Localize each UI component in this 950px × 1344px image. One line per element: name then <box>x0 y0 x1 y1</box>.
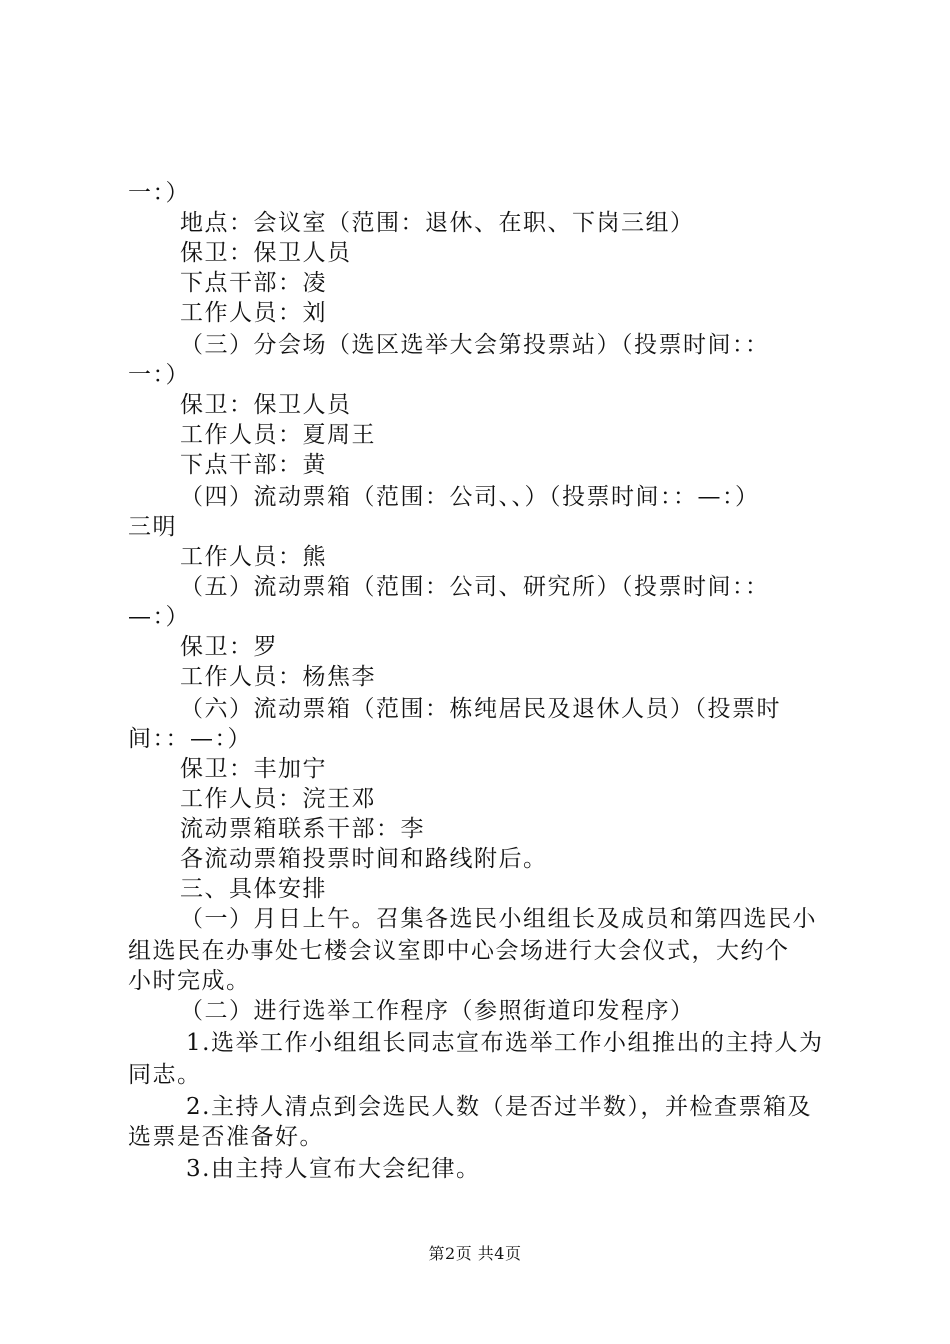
text-line: 各流动票箱投票时间和路线附后。 <box>180 846 548 872</box>
text-line: 一：） <box>128 362 190 388</box>
text-line: 保卫：罗 <box>180 634 278 660</box>
text-line: 下点干部：凌 <box>180 270 327 296</box>
text-line: 地点：会议室（范围：退休、在职、下岗三组） <box>180 210 695 236</box>
text-line: （三）分会场（选区选举大会第投票站）（投票时间：： <box>180 332 770 358</box>
text-line: 一：） <box>128 180 190 206</box>
text-line: 间：：—：） <box>128 726 252 752</box>
text-line: 组选民在办事处七楼会议室即中心会场进行大会仪式，大约个 <box>128 938 790 964</box>
text-line: 流动票箱联系干部：李 <box>180 816 425 842</box>
text-line: 1.选举工作小组组长同志宣布选举工作小组推出的主持人为 <box>186 1030 824 1056</box>
text-line: 工作人员：刘 <box>180 300 327 326</box>
text-line: 2.主持人清点到会选民人数（是否过半数），并检查票箱及 <box>186 1094 812 1120</box>
text-line: 同志。 <box>128 1062 202 1088</box>
text-line: 小时完成。 <box>128 968 251 994</box>
text-line: —：） <box>128 604 190 630</box>
page-footer: 第2页 共4页 <box>428 1244 522 1263</box>
text-line: （四）流动票箱（范围：公司、、）（投票时间：：—：） <box>180 484 760 510</box>
text-line: 下点干部：黄 <box>180 452 327 478</box>
text-line: （二）进行选举工作程序（参照街道印发程序） <box>180 998 695 1024</box>
text-line: （一）月日上午。召集各选民小组组长及成员和第四选民小 <box>180 906 817 932</box>
text-line: （六）流动票箱（范围：栋纯居民及退休人员）（投票时 <box>180 696 781 722</box>
text-line: 工作人员：浣王邓 <box>180 786 376 812</box>
text-line: 选票是否准备好。 <box>128 1124 324 1150</box>
text-line: 工作人员：熊 <box>180 544 327 570</box>
text-line: 三、具体安排 <box>180 876 327 902</box>
text-line: 3.由主持人宣布大会纪律。 <box>186 1156 481 1182</box>
text-line: 保卫：丰加宁 <box>180 756 327 782</box>
text-line: 工作人员：夏周王 <box>180 422 376 448</box>
text-line: 工作人员：杨焦李 <box>180 664 376 690</box>
text-line: （五）流动票箱（范围：公司、研究所）（投票时间：： <box>180 574 770 600</box>
text-line: 保卫：保卫人员 <box>180 392 352 418</box>
text-line: 保卫：保卫人员 <box>180 240 352 266</box>
text-line: 三明 <box>128 514 177 540</box>
